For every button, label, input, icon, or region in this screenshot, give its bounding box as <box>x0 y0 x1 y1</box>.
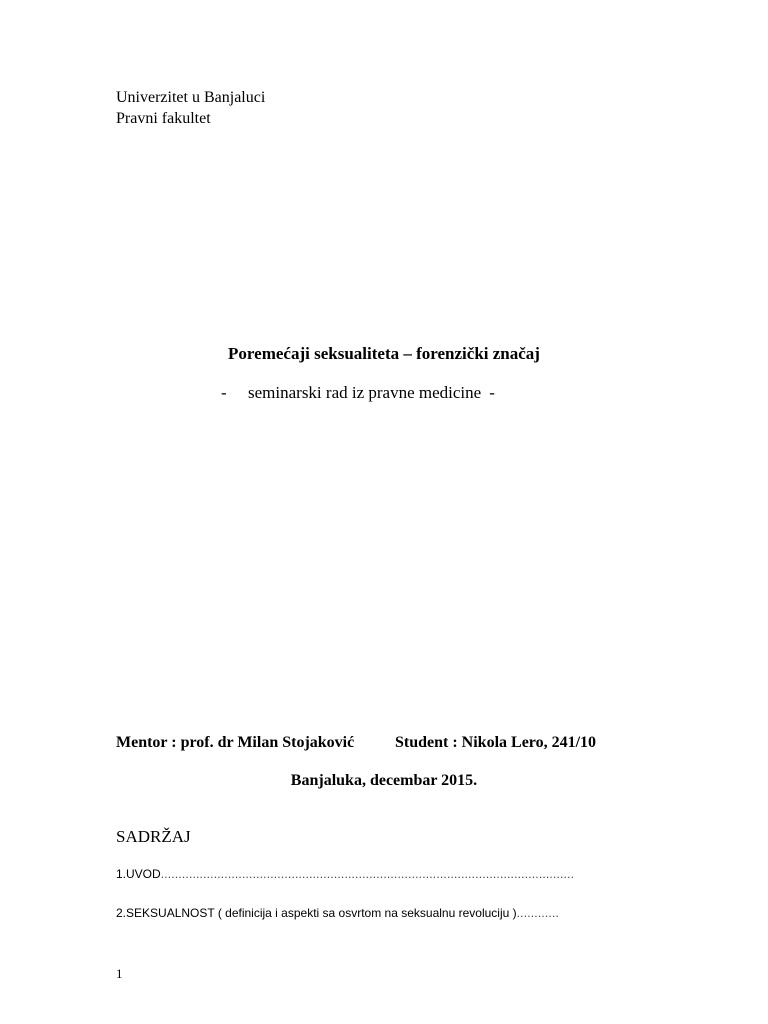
faculty-name: Pravni fakultet <box>116 110 211 127</box>
toc-entry-seksualnost <box>116 905 559 921</box>
toc-entry-label: 2.SEKSUALNOST ( definicija i aspekti sa osvrtom na seksualnu revoluciju ) <box>116 906 517 920</box>
toc-entry-label: 1.UVOD <box>116 867 161 881</box>
toc-dot-leader: ............ <box>516 906 560 920</box>
subtitle-text: seminarski rad iz pravne medicine <box>248 383 482 402</box>
subtitle-dash-right: - <box>489 383 495 402</box>
page-number: 1 <box>116 966 123 981</box>
subtitle-dash-left: - <box>221 383 227 402</box>
university-name: Univerzitet u Banjaluci <box>116 89 266 106</box>
student-line: Student : Nikola Lero, 241/10 <box>395 734 597 751</box>
document-subtitle <box>221 382 495 404</box>
toc-heading: SADRŽAJ <box>116 827 191 846</box>
mentor-line: Mentor : prof. dr Milan Stojaković <box>116 734 355 751</box>
document-title: Poremećaji seksualiteta – forenzički značaj <box>228 344 540 363</box>
toc-dot-leader: ..................................................................................................................... <box>160 867 575 881</box>
toc-entry-uvod <box>116 866 574 882</box>
place-date: Banjaluka, decembar 2015. <box>290 772 478 789</box>
